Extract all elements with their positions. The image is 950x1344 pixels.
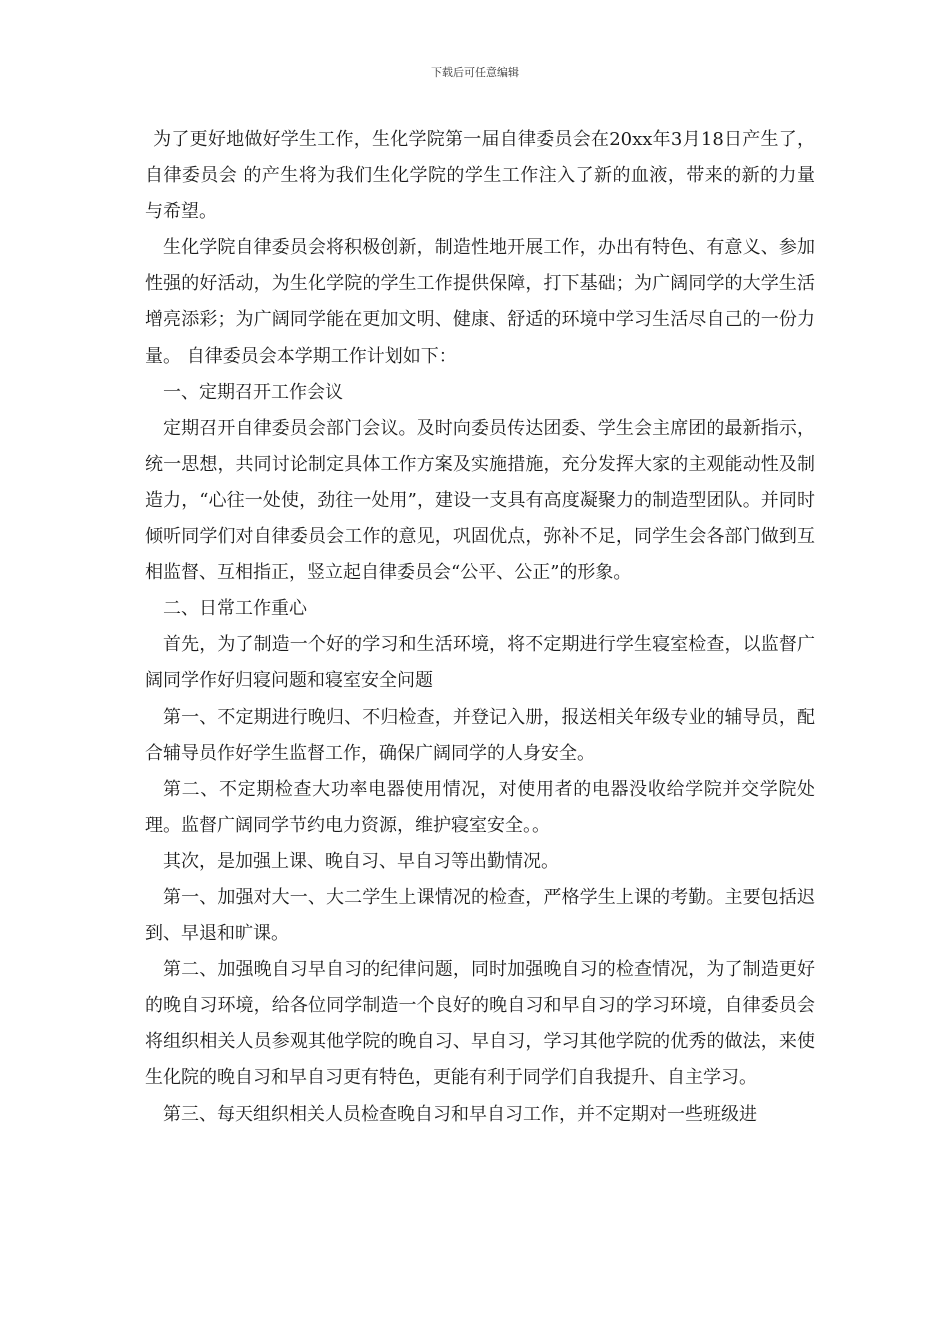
paragraph-meetings: 定期召开自律委员会部门会议。及时向委员传达团委、学生会主席团的最新指示，统一思想，共同讨论制定具体工作方案及实施措施，充分发挥大家的主观能动性及制造力，“心往一处使，劲往一处用”，建设一支具有高度凝聚力的制造型团队。并同时倾听同学们对自律委员会工作的意见，巩固优点，弥补不足，同学生会各部门做到互相监督、互相指正，竖立起自律委员会“公平、公正”的形象。 <box>145 417 815 584</box>
page-header: 下载后可任意编辑 <box>431 66 519 79</box>
paragraph-item-daily-inspection: 第三、每天组织相关人员检查晚自习和早自习工作，并不定期对一些班级进 <box>163 1103 757 1125</box>
section-heading-meetings: 一、定期召开工作会议 <box>163 381 343 403</box>
paragraph-attendance: 其次，是加强上课、晚自习、早自习等出勤情况。 <box>163 850 559 872</box>
paragraph-mission: 生化学院自律委员会将积极创新，制造性地开展工作，办出有特色、有意义、参加性强的好活动，为生化学院的学生工作提供保障，打下基础；为广阔同学的大学生活增亮添彩；为广阔同学能在更加文明、健康、舒适的环境中学习生活尽自己的一份力量。 自律委员会本学期工作计划如下： <box>145 237 815 367</box>
paragraph-item-class-check: 第一、加强对大一、大二学生上课情况的检查，严格学生上课的考勤。主要包括迟到、早退和旷课。 <box>145 886 815 945</box>
section-heading-daily-work: 二、日常工作重心 <box>163 598 307 620</box>
paragraph-item-appliances: 第二、不定期检查大功率电器使用情况，对使用者的电器没收给学院并交学院处理。监督广阔同学节约电力资源，维护寝室安全。。 <box>145 778 815 836</box>
paragraph-item-self-study: 第二、加强晚自习早自习的纪律问题，同时加强晚自习的检查情况，为了制造更好的晚自习环境，给各位同学制造一个良好的晚自习和早自习的学习环境，自律委员会将组织相关人员参观其他学院的晚自习、早自习，学习其他学院的优秀的做法，来使生化院的晚自习和早自习更有特色，更能有利于同学们自我提升、自主学习。 <box>145 959 815 1089</box>
paragraph-intro: 为了更好地做好学生工作，生化学院第一届自律委员会在20xx年3月18日产生了，自律委员会 的产生将为我们生化学院的学生工作注入了新的血液，带来的新的力量与希望。 <box>145 129 815 223</box>
document-body <box>145 122 815 1133</box>
paragraph-item-late-return: 第一、不定期进行晚归、不归检查，并登记入册，报送相关年级专业的辅导员，配合辅导员作好学生监督工作，确保广阔同学的人身安全。 <box>145 706 815 764</box>
paragraph-dorm-check: 首先，为了制造一个好的学习和生活环境，将不定期进行学生寝室检查，以监督广阔同学作好归寝问题和寝室安全问题 <box>145 634 815 692</box>
